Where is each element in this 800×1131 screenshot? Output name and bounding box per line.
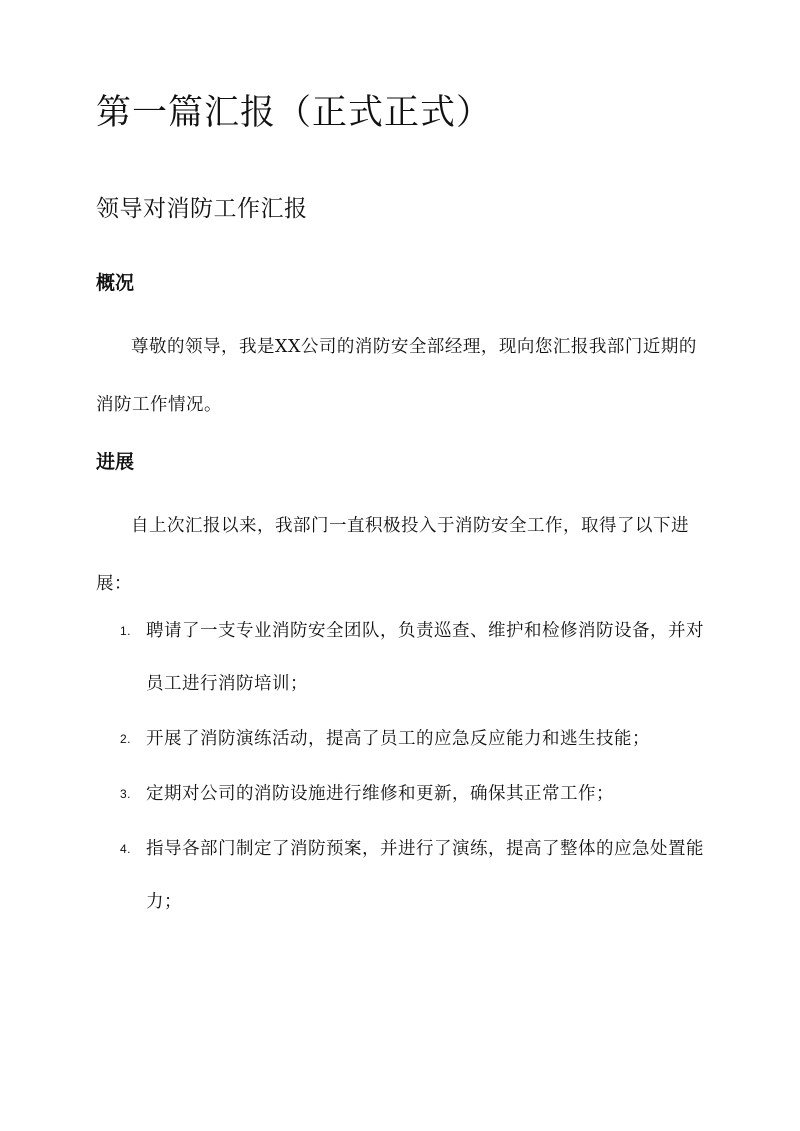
section-heading-overview: 概况 <box>96 272 135 294</box>
list-item-number: 4. <box>120 842 132 856</box>
section-heading-progress: 进展 <box>96 451 135 473</box>
list-item <box>96 768 706 821</box>
document-subtitle: 领导对消防工作汇报 <box>96 196 308 222</box>
progress-list <box>96 605 706 931</box>
list-item <box>96 823 706 929</box>
document-title: 第一篇汇报（正式正式） <box>96 93 493 133</box>
list-item-text: 指导各部门制定了消防预案，并进行了演练，提高了整体的应急处置能力； <box>146 839 704 912</box>
list-item <box>96 713 706 766</box>
overview-paragraph: 尊敬的领导，我是XX公司的消防安全部经理，现向您汇报我部门近期的消防工作情况。 <box>96 337 697 415</box>
progress-paragraph: 自上次汇报以来，我部门一直积极投入于消防安全工作，取得了以下进展： <box>96 516 689 594</box>
list-item-text: 聘请了一支专业消防安全团队，负责巡查、维护和检修消防设备，并对员工进行消防培训； <box>146 621 704 694</box>
list-item-number: 3. <box>120 787 132 801</box>
list-item-text: 定期对公司的消防设施进行维修和更新，确保其正常工作； <box>146 784 614 804</box>
list-item-number: 1. <box>120 624 132 638</box>
list-item-text: 开展了消防演练活动，提高了员工的应急反应能力和逃生技能； <box>146 729 650 749</box>
list-item <box>96 605 706 711</box>
list-item-number: 2. <box>120 732 132 746</box>
